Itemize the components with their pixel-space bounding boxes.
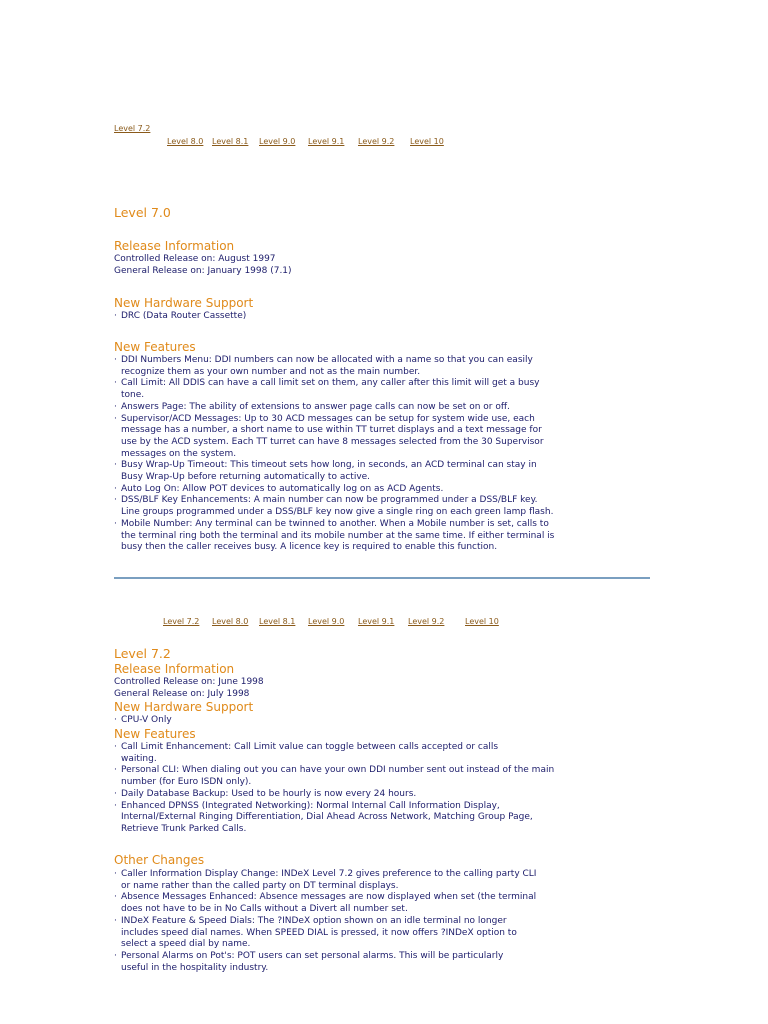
- list-item: · CPU-V Only: [114, 715, 554, 727]
- list-item: · Personal CLI: When dialing out you can have your own DDI number sent out instead of the main number (for Euro ISDN only).: [114, 765, 557, 788]
- list-item: · DDI Numbers Menu: DDI numbers can now be allocated with a name so that you can easily recognize them as your own number and not as the main number.: [114, 355, 541, 378]
- list-item: · DSS/BLF Key Enhancements: A main number can now be programmed under a DSS/BLF key. Line groups programmed under a DSS/BLF key now give a single ring on each green lamp flash.: [114, 495, 557, 518]
- controlled-release-text: Controlled Release on: June 1998: [114, 677, 264, 687]
- features-list: [114, 742, 554, 836]
- level-7-2-title: Level 7.2: [114, 646, 171, 661]
- other-changes-heading: Other Changes: [114, 853, 205, 867]
- list-item: · Enhanced DPNSS (Integrated Networking): Normal Internal Call Information Display, Internal/External Ringing Differentiation, Dial Ahead Across Network, Matching Group Page, Retrieve Trunk Parked Calls.: [114, 801, 549, 836]
- list-item: · Supervisor/ACD Messages: Up to 30 ACD messages can be setup for system wide use, each message has a number, a short name to use within TT turret displays and a text message for use by the ACD system. Each TT turret can have 8 messages selected from the 30 Supervisor messages on the system.: [114, 414, 557, 461]
- features-list: [114, 355, 554, 554]
- hardware-list: [114, 715, 554, 727]
- new-features-heading: New Features: [114, 340, 196, 354]
- level-9-2-link[interactable]: Level 9.2: [408, 617, 445, 626]
- list-item: · Caller Information Display Change: INDeX Level 7.2 gives preference to the calling party CLI or name rather than the called party on DT terminal displays.: [114, 869, 541, 892]
- level-8-0-link[interactable]: Level 8.0: [212, 617, 249, 626]
- level-7-0-title: Level 7.0: [114, 205, 171, 220]
- list-item: · INDeX Feature & Speed Dials: The ?INDeX option shown on an idle terminal no longer includes speed dial names. When SPEED DIAL is pressed, it now offers ?INDeX option to select a speed dial by name.: [114, 916, 541, 951]
- level-8-0-link[interactable]: Level 8.0: [167, 137, 204, 146]
- level-7-2-link[interactable]: Level 7.2: [163, 617, 200, 626]
- controlled-release-text: Controlled Release on: August 1997: [114, 254, 276, 264]
- list-item: · Personal Alarms on Pot's: POT users can set personal alarms. This will be particularly useful in the hospitality industry.: [114, 951, 521, 974]
- section-divider: [114, 577, 650, 579]
- list-item: · Absence Messages Enhanced: Absence messages are now displayed when set (the terminal does not have to be in No Calls without a Divert all number set.: [114, 892, 557, 915]
- general-release-text: General Release on: January 1998 (7.1): [114, 266, 292, 276]
- list-item: · Busy Wrap-Up Timeout: This timeout sets how long, in seconds, an ACD terminal can stay in Busy Wrap-Up before returning automatically to active.: [114, 460, 541, 483]
- level-9-0-link[interactable]: Level 9.0: [308, 617, 345, 626]
- level-9-0-link[interactable]: Level 9.0: [259, 137, 296, 146]
- level-9-1-link[interactable]: Level 9.1: [358, 617, 395, 626]
- general-release-text: General Release on: July 1998: [114, 689, 250, 699]
- hardware-support-heading: New Hardware Support: [114, 296, 254, 310]
- level-8-1-link[interactable]: Level 8.1: [259, 617, 296, 626]
- list-item: · DRC (Data Router Cassette): [114, 311, 554, 323]
- level-9-2-link[interactable]: Level 9.2: [358, 137, 395, 146]
- other-changes-list: [114, 869, 554, 974]
- list-item: · Call Limit Enhancement: Call Limit value can toggle between calls accepted or calls waiting.: [114, 742, 521, 765]
- new-features-heading: New Features: [114, 727, 196, 741]
- level-10-link[interactable]: Level 10: [410, 137, 444, 146]
- release-info-heading: Release Information: [114, 662, 235, 676]
- release-info-heading: Release Information: [114, 239, 235, 253]
- level-7-2-link[interactable]: Level 7.2: [114, 124, 151, 133]
- list-item: · Daily Database Backup: Used to be hourly is now every 24 hours.: [114, 789, 554, 801]
- level-8-1-link[interactable]: Level 8.1: [212, 137, 249, 146]
- list-item: · Auto Log On: Allow POT devices to automatically log on as ACD Agents.: [114, 484, 554, 496]
- level-10-link[interactable]: Level 10: [465, 617, 499, 626]
- list-item: · Call Limit: All DDIS can have a call limit set on them, any caller after this limit will get a busy tone.: [114, 378, 549, 401]
- level-9-1-link[interactable]: Level 9.1: [308, 137, 345, 146]
- hardware-support-heading: New Hardware Support: [114, 700, 254, 714]
- list-item: · Answers Page: The ability of extensions to answer page calls can now be set on or off.: [114, 402, 554, 414]
- list-item: · Mobile Number: Any terminal can be twinned to another. When a Mobile number is set, calls to the terminal ring both the terminal and its mobile number at the same time. If either terminal is busy then the caller receives busy. A licence key is required to enable this function.: [114, 519, 557, 554]
- hardware-list: [114, 311, 554, 323]
